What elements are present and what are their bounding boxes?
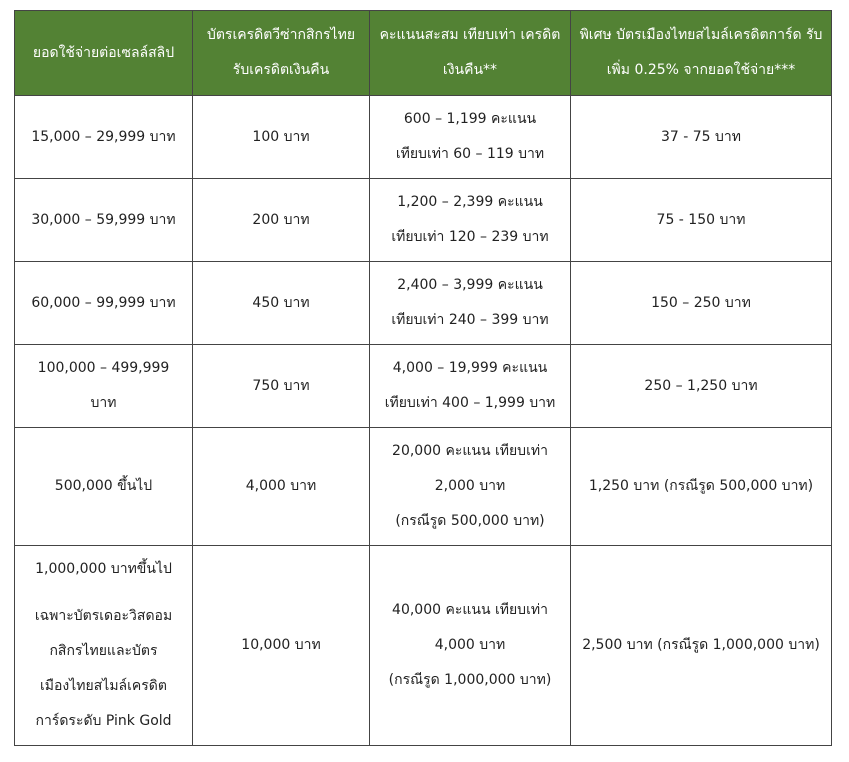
header-bonus-line-2: รับเพิ่ม 0.25% จากยอดใช้จ่าย***: [606, 27, 823, 78]
spend-line: 500,000 ขึ้นไป: [54, 478, 153, 494]
cell-bonus: 75 - 150 บาท: [571, 179, 832, 262]
header-spend: [15, 11, 193, 96]
points-line: (กรณีรูด 500,000 บาท): [395, 513, 545, 529]
points-line: 600 – 1,199 คะแนน: [403, 111, 537, 127]
cell-cashback: 200 บาท: [193, 179, 370, 262]
spend-line: 15,000 – 29,999 บาท: [31, 128, 176, 145]
header-cashback-line-2: รับเครดิตเงินคืน: [232, 62, 330, 78]
spend-line: 100,000 – 499,999: [37, 360, 170, 376]
header-points-line-1: คะแนนสะสม เทียบเท่า: [379, 27, 516, 43]
points-line: 4,000 บาท: [434, 637, 506, 653]
cell-bonus: 37 - 75 บาท: [571, 96, 832, 179]
cell-points: [370, 345, 571, 428]
header-row: [15, 11, 832, 96]
header-bonus: [571, 11, 832, 96]
cell-bonus: 2,500 บาท (กรณีรูด 1,000,000 บาท): [571, 546, 832, 746]
cell-bonus: 1,250 บาท (กรณีรูด 500,000 บาท): [571, 428, 832, 546]
points-line: 40,000 คะแนน เทียบเท่า: [392, 602, 548, 618]
cell-points: [370, 546, 571, 746]
header-cashback-line-1: บัตรเครดิตวีซ่ากสิกรไทย: [206, 27, 356, 43]
points-line: 20,000 คะแนน เทียบเท่า: [392, 443, 548, 459]
spend-line: 1,000,000 บาทขึ้นไป: [35, 561, 172, 577]
cell-points: [370, 96, 571, 179]
table-row: [15, 428, 832, 546]
spend-line: กสิกรไทยและบัตร: [49, 643, 158, 659]
header-cashback: [193, 11, 370, 96]
spend-line: บาท: [90, 395, 117, 411]
cell-spend: [15, 96, 193, 179]
cell-spend: [15, 262, 193, 345]
header-spend-line: ยอดใช้จ่ายต่อเซลล์สลิป: [32, 44, 175, 61]
points-line: เทียบเท่า 60 – 119 บาท: [395, 146, 545, 162]
points-line: 2,000 บาท: [434, 478, 506, 494]
cell-cashback: 450 บาท: [193, 262, 370, 345]
spend-line: เฉพาะบัตรเดอะวิสดอม: [34, 608, 173, 624]
cell-spend: [15, 428, 193, 546]
cell-points: [370, 428, 571, 546]
spend-line: 30,000 – 59,999 บาท: [31, 211, 176, 228]
spacer: [21, 587, 186, 599]
table-header: [15, 11, 832, 96]
cell-cashback: 750 บาท: [193, 345, 370, 428]
cell-bonus: 150 – 250 บาท: [571, 262, 832, 345]
points-line: 1,200 – 2,399 คะแนน: [397, 194, 543, 210]
header-points: [370, 11, 571, 96]
cell-cashback: 10,000 บาท: [193, 546, 370, 746]
table-row: [15, 96, 832, 179]
cell-points: [370, 262, 571, 345]
table-row: [15, 546, 832, 746]
cell-spend: [15, 179, 193, 262]
points-line: เทียบเท่า 120 – 239 บาท: [391, 229, 549, 245]
table-row: [15, 262, 832, 345]
header-points-line-2: เครดิตเงินคืน**: [442, 27, 561, 78]
cell-points: [370, 179, 571, 262]
cell-cashback: 4,000 บาท: [193, 428, 370, 546]
points-line: (กรณีรูด 1,000,000 บาท): [388, 672, 552, 688]
cell-spend: [15, 345, 193, 428]
points-line: 4,000 – 19,999 คะแนน: [392, 360, 548, 376]
spend-line: การ์ดระดับ Pink Gold: [35, 713, 172, 729]
table-row: [15, 179, 832, 262]
points-line: เทียบเท่า 400 – 1,999 บาท: [384, 395, 556, 411]
cell-bonus: 250 – 1,250 บาท: [571, 345, 832, 428]
cell-cashback: 100 บาท: [193, 96, 370, 179]
table-body: [15, 96, 832, 746]
rewards-table: [14, 10, 832, 746]
points-line: 2,400 – 3,999 คะแนน: [397, 277, 543, 293]
spend-line: เมืองไทยสไมล์เครดิต: [40, 678, 167, 694]
header-bonus-line-1: พิเศษ บัตรเมืองไทยสไมล์เครดิตการ์ด: [579, 27, 802, 43]
spend-line: 60,000 – 99,999 บาท: [31, 294, 176, 311]
points-line: เทียบเท่า 240 – 399 บาท: [391, 312, 549, 328]
table-row: [15, 345, 832, 428]
cell-spend: [15, 546, 193, 746]
